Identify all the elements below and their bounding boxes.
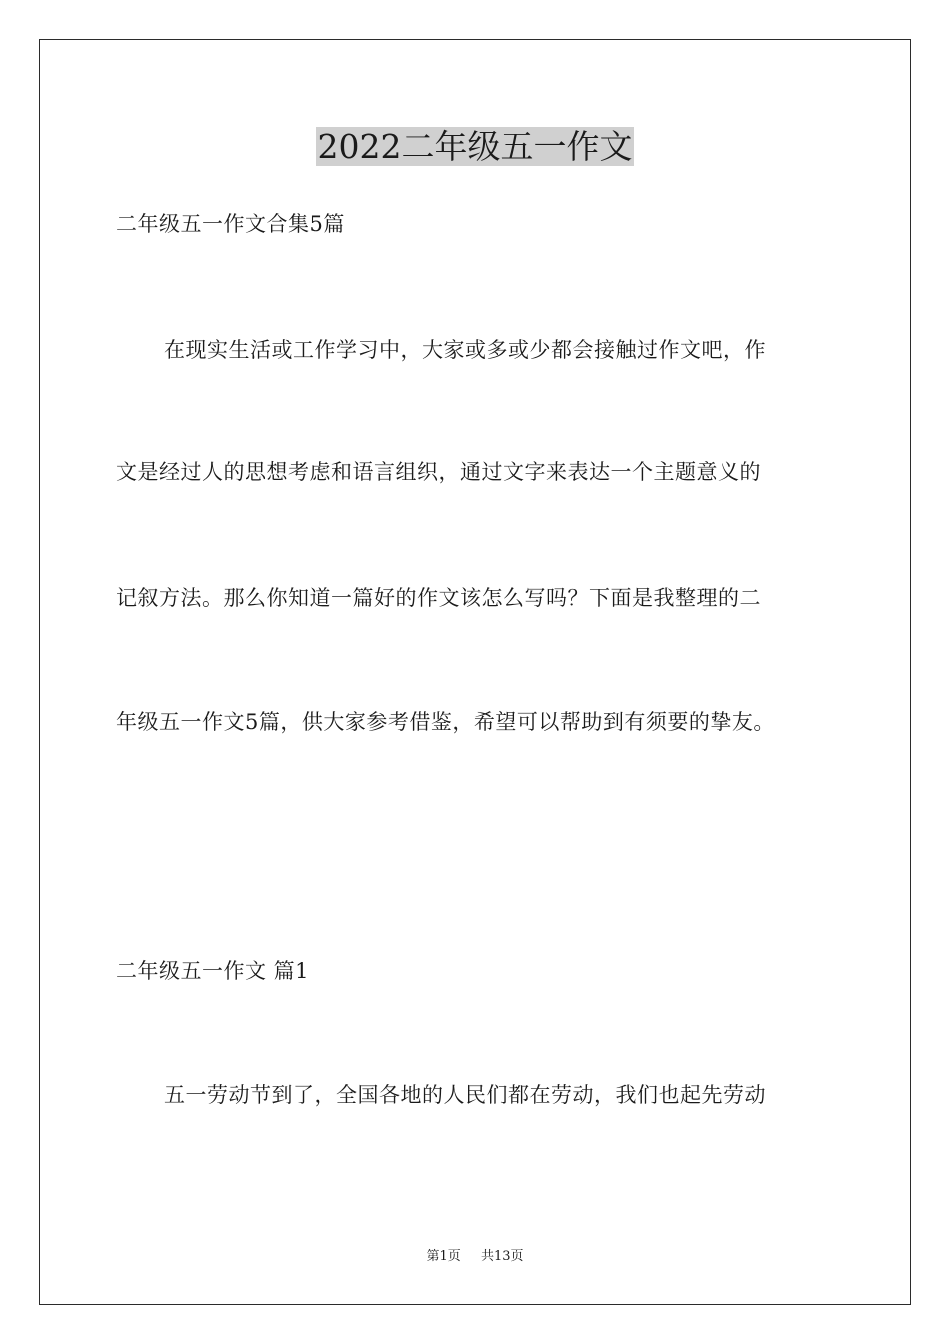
intro-paragraph-line: 记叙方法。那么你知道一篇好的作文该怎么写吗？下面是我整理的二 xyxy=(116,586,761,610)
document-title xyxy=(0,124,950,170)
page-number: 第1页 xyxy=(426,1249,461,1264)
intro-paragraph-line: 在现实生活或工作学习中，大家或多或少都会接触过作文吧，作 xyxy=(164,338,766,362)
intro-paragraph-line: 年级五一作文5篇，供大家参考借鉴，希望可以帮助到有须要的挚友。 xyxy=(116,710,775,734)
page-footer xyxy=(0,1248,950,1266)
page-total: 共13页 xyxy=(480,1249,524,1264)
section-paragraph-line: 五一劳动节到了，全国各地的人民们都在劳动，我们也起先劳动 xyxy=(164,1083,766,1107)
document-title-text: 2022二年级五一作文 xyxy=(317,127,633,166)
document-subtitle: 二年级五一作文合集5篇 xyxy=(116,212,345,236)
intro-paragraph-line: 文是经过人的思想考虑和语言组织，通过文字来表达一个主题意义的 xyxy=(116,460,761,484)
section-heading: 二年级五一作文 篇1 xyxy=(116,959,310,983)
